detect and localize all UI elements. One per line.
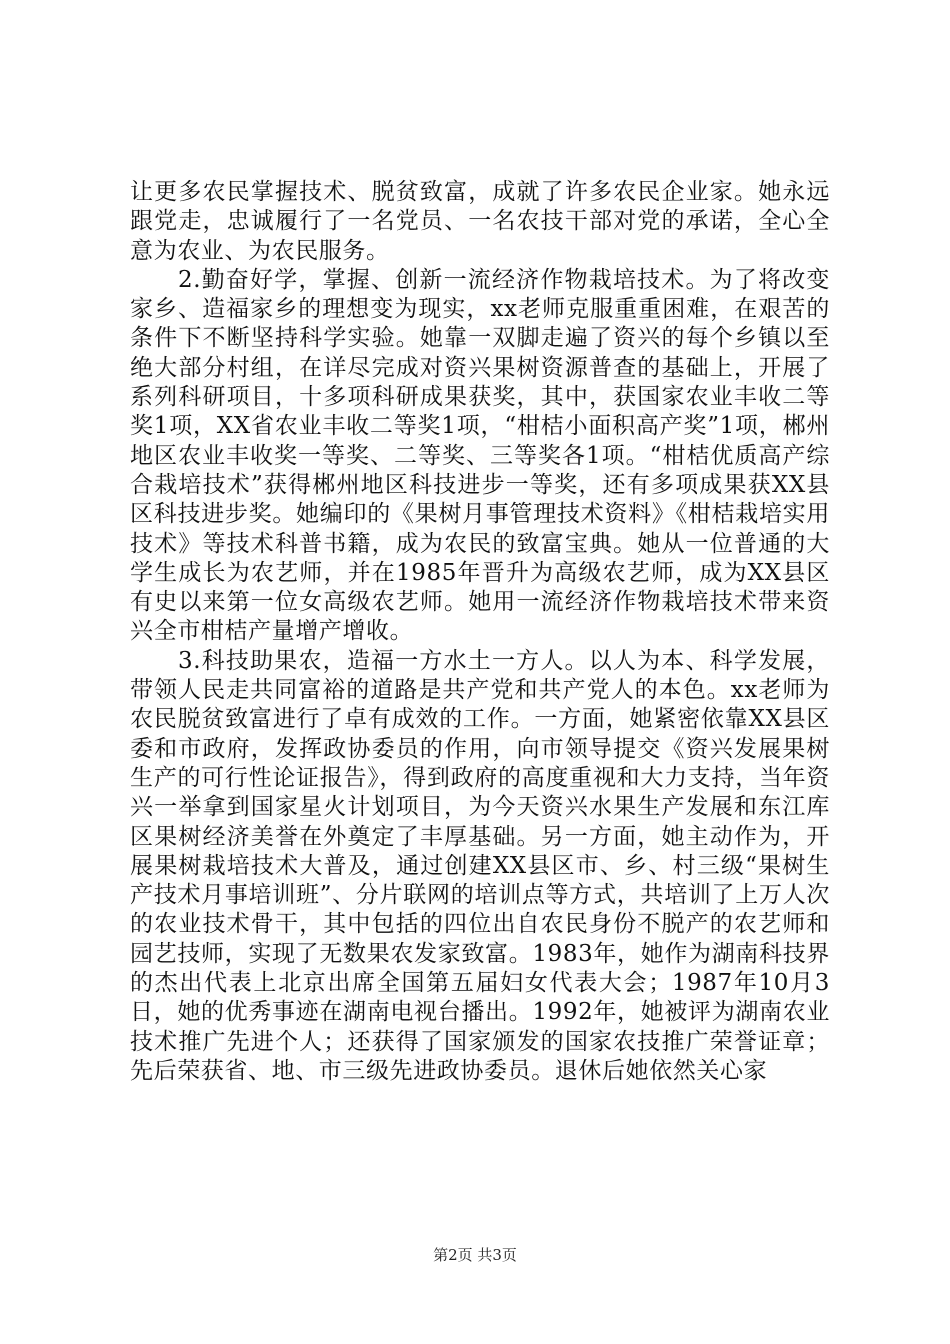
paragraph-continuation: 让更多农民掌握技术、脱贫致富，成就了许多农民企业家。她永远跟党走，忠诚履行了一名党员、一名农技干部对党的承诺，全心全意为农业、为农民服务。 [130, 179, 830, 264]
paragraph-section-2: 2.勤奋好学，掌握、创新一流经济作物栽培技术。为了将改变家乡、造福家乡的理想变为现实，xx老师克服重重困难，在艰苦的条件下不断坚持科学实验。她靠一双脚走遍了资兴的每个乡镇以至绝大部分村组，在详尽完成对资兴果树资源普查的基础上，开展了系列科研项目，十多项科研成果获奖，其中，获国家农业丰收二等奖1项，XX省农业丰收二等奖1项，“柑桔小面积高产奖”1项，郴州地区农业丰收奖一等奖、二等奖、三等奖各1项。“柑桔优质高产综合栽培技术”获得郴州地区科技进步一等奖，还有多项成果获XX县区科技进步奖。她编印的《果树月事管理技术资料》《柑桔栽培实用技术》等技术科普书籍，成为农民的致富宝典。她从一位普通的大学生成长为农艺师，并在1985年晋升为高级农艺师，成为XX县区有史以来第一位女高级农艺师。她用一流经济作物栽培技术带来资兴全市柑桔产量增产增收。 [130, 266, 830, 645]
paragraph-section-3: 3.科技助果农，造福一方水土一方人。以人为本、科学发展，带领人民走共同富裕的道路是共产党和共产党人的本色。xx老师为农民脱贫致富进行了卓有成效的工作。一方面，她紧密依靠XX县区委和市政府，发挥政协委员的作用，向市领导提交《资兴发展果树生产的可行性论证报告》，得到政府的高度重视和大力支持，当年资兴一举拿到国家星火计划项目，为今天资兴水果生产发展和东江库区果树经济美誉在外奠定了丰厚基础。另一方面，她主动作为，开展果树栽培技术大普及，通过创建XX县区市、乡、村三级“果树生产技术月事培训班”、分片联网的培训点等方式，共培训了上万人次的农业技术骨干，其中包括的四位出自农民身份不脱产的农艺师和园艺技师，实现了无数果农发家致富。1983年，她作为湖南科技界的杰出代表上北京出席全国第五届妇女代表大会；1987年10月3日，她的优秀事迹在湖南电视台播出。1992年，她被评为湖南农业技术推广先进个人；还获得了国家颁发的国家农技推广荣誉证章；先后荣获省、地、市三级先进政协委员。退休后她依然关心家 [130, 647, 830, 1084]
page-footer: 第2页 共3页 [433, 1246, 517, 1264]
body-text [130, 178, 830, 1086]
